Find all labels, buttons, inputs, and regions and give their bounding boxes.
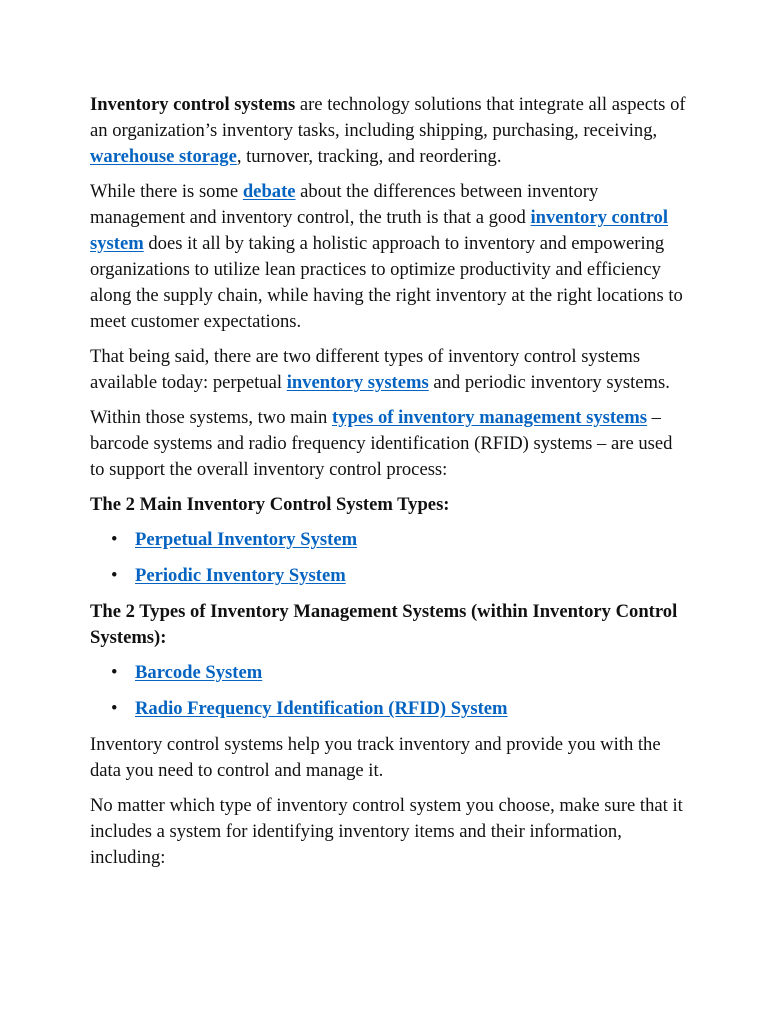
link-periodic-inventory-system[interactable]: Periodic Inventory System bbox=[135, 565, 346, 586]
link-perpetual-inventory-system[interactable]: Perpetual Inventory System bbox=[135, 529, 358, 550]
paragraph-track-inventory: Inventory control systems help you track inventory and provide you with the data you need to control and manage it. bbox=[90, 734, 661, 781]
paragraph-text: While there is some bbox=[90, 181, 243, 202]
paragraph-text: That being said, there are two different types of inventory control systems available today: perpetual bbox=[90, 346, 641, 393]
bullet-icon: • bbox=[111, 698, 118, 719]
list-item bbox=[90, 527, 690, 553]
paragraph-types bbox=[90, 344, 690, 396]
bullet-icon: • bbox=[111, 662, 118, 683]
section-heading-control-types: The 2 Main Inventory Control System Types: bbox=[90, 494, 450, 515]
bullet-list-management-types bbox=[90, 660, 690, 722]
list-item bbox=[90, 563, 690, 589]
paragraph-debate bbox=[90, 179, 690, 335]
paragraph-within-systems bbox=[90, 405, 690, 483]
paragraph-text: – barcode systems and radio frequency identification (RFID) systems – are used to support the overall inventory control process: bbox=[90, 407, 673, 480]
document-page bbox=[90, 92, 690, 880]
link-debate[interactable]: debate bbox=[242, 181, 296, 202]
list-item bbox=[90, 660, 690, 686]
link-warehouse-storage[interactable]: warehouse storage bbox=[90, 146, 237, 167]
paragraph-text: are technology solutions that integrate all aspects of an organization’s inventory tasks, including shipping, purchasing, receiving, bbox=[90, 94, 686, 141]
bullet-icon: • bbox=[111, 565, 118, 586]
paragraph-identify-items: No matter which type of inventory control system you choose, make sure that it includes a system for identifying inventory items and their information, including: bbox=[90, 795, 683, 868]
paragraph-text: about the differences between inventory management and inventory control, the truth is that a good bbox=[90, 181, 599, 228]
paragraph-text: , turnover, tracking, and reordering. bbox=[236, 146, 502, 167]
bold-term: Inventory control systems bbox=[90, 94, 296, 115]
list-item bbox=[90, 696, 690, 722]
section-heading-management-types: The 2 Types of Inventory Management Systems (within Inventory Control Systems): bbox=[90, 601, 678, 648]
bullet-icon: • bbox=[111, 529, 118, 550]
paragraph-text: and periodic inventory systems. bbox=[428, 372, 670, 393]
link-barcode-system[interactable]: Barcode System bbox=[135, 662, 263, 683]
paragraph-intro bbox=[90, 92, 690, 170]
paragraph-text: does it all by taking a holistic approach to inventory and empowering organizations to utilize lean practices to optimize productivity and efficiency along the supply chain, while having the right inventory at the right locations to meet customer expectations. bbox=[90, 233, 683, 332]
link-inventory-systems[interactable]: inventory systems bbox=[286, 372, 429, 393]
paragraph-text: Within those systems, two main bbox=[90, 407, 332, 428]
bullet-list-control-types bbox=[90, 527, 690, 589]
link-inventory-control-system[interactable]: inventory control system bbox=[90, 207, 669, 254]
link-types-of-inventory-management-systems[interactable]: types of inventory management systems bbox=[332, 407, 648, 428]
link-rfid-system[interactable]: Radio Frequency Identification (RFID) System bbox=[135, 698, 508, 719]
